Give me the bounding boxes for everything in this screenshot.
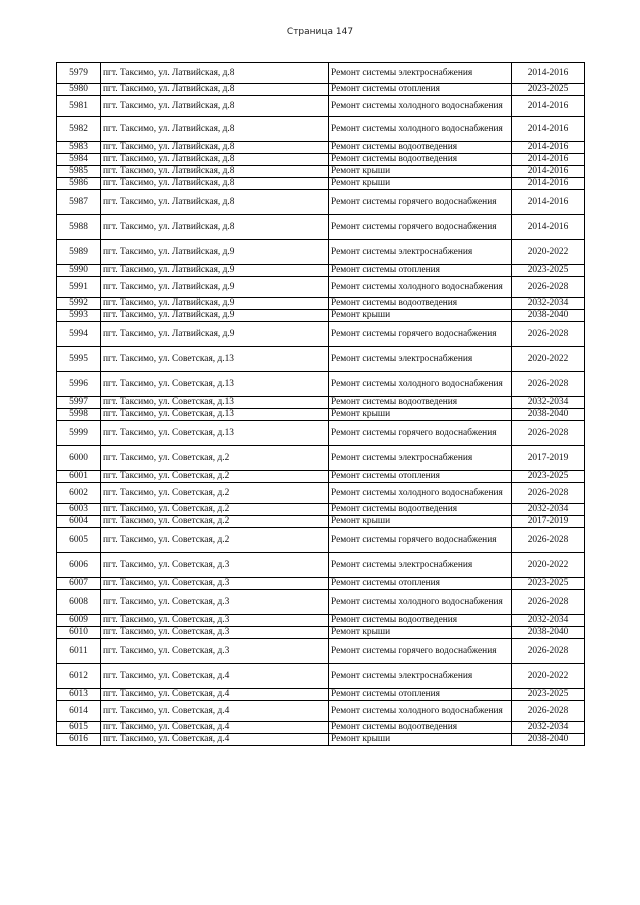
table-row (57, 734, 585, 746)
address-cell: пгт. Таксимо, ул. Латвийская, д.9 (101, 240, 329, 265)
row-number: 5980 (57, 84, 101, 96)
address-cell: пгт. Таксимо, ул. Латвийская, д.9 (101, 298, 329, 310)
address-cell: пгт. Таксимо, ул. Латвийская, д.8 (101, 63, 329, 84)
period-cell: 2026-2028 (512, 590, 585, 615)
address-cell: пгт. Таксимо, ул. Советская, д.3 (101, 627, 329, 639)
row-number: 5989 (57, 240, 101, 265)
table-row (57, 689, 585, 701)
address-cell: пгт. Таксимо, ул. Советская, д.13 (101, 397, 329, 409)
address-cell: пгт. Таксимо, ул. Советская, д.13 (101, 421, 329, 446)
address-cell: пгт. Таксимо, ул. Латвийская, д.9 (101, 277, 329, 298)
row-number: 5987 (57, 190, 101, 215)
table-row (57, 96, 585, 117)
row-number: 6012 (57, 664, 101, 689)
work-type-cell: Ремонт системы отопления (329, 265, 512, 277)
row-number: 5995 (57, 347, 101, 372)
row-number: 5983 (57, 142, 101, 154)
address-cell: пгт. Таксимо, ул. Советская, д.3 (101, 590, 329, 615)
period-cell: 2014-2016 (512, 166, 585, 178)
work-type-cell: Ремонт системы отопления (329, 84, 512, 96)
work-type-cell: Ремонт системы холодного водоснабжения (329, 96, 512, 117)
table-row (57, 154, 585, 166)
address-cell: пгт. Таксимо, ул. Советская, д.13 (101, 409, 329, 421)
work-type-cell: Ремонт системы холодного водоснабжения (329, 590, 512, 615)
period-cell: 2032-2034 (512, 298, 585, 310)
period-cell: 2032-2034 (512, 615, 585, 627)
row-number: 6016 (57, 734, 101, 746)
table-row (57, 178, 585, 190)
period-cell: 2026-2028 (512, 528, 585, 553)
table-row (57, 142, 585, 154)
address-cell: пгт. Таксимо, ул. Латвийская, д.8 (101, 96, 329, 117)
table-row (57, 615, 585, 627)
row-number: 5984 (57, 154, 101, 166)
period-cell: 2017-2019 (512, 516, 585, 528)
work-type-cell: Ремонт системы электроснабжения (329, 553, 512, 578)
row-number: 5991 (57, 277, 101, 298)
address-cell: пгт. Таксимо, ул. Советская, д.3 (101, 639, 329, 664)
period-cell: 2014-2016 (512, 117, 585, 142)
work-type-cell: Ремонт системы отопления (329, 471, 512, 483)
repair-schedule-table (56, 62, 585, 746)
address-cell: пгт. Таксимо, ул. Советская, д.2 (101, 446, 329, 471)
row-number: 6004 (57, 516, 101, 528)
work-type-cell: Ремонт системы водоотведения (329, 722, 512, 734)
work-type-cell: Ремонт системы электроснабжения (329, 664, 512, 689)
period-cell: 2032-2034 (512, 397, 585, 409)
period-cell: 2032-2034 (512, 504, 585, 516)
table-row (57, 553, 585, 578)
table-row (57, 215, 585, 240)
table-row (57, 504, 585, 516)
address-cell: пгт. Таксимо, ул. Советская, д.2 (101, 483, 329, 504)
table-row (57, 117, 585, 142)
period-cell: 2023-2025 (512, 689, 585, 701)
period-cell: 2026-2028 (512, 701, 585, 722)
table-row (57, 590, 585, 615)
work-type-cell: Ремонт системы электроснабжения (329, 63, 512, 84)
table-row (57, 265, 585, 277)
period-cell: 2023-2025 (512, 265, 585, 277)
row-number: 6010 (57, 627, 101, 639)
work-type-cell: Ремонт системы электроснабжения (329, 240, 512, 265)
work-type-cell: Ремонт системы водоотведения (329, 154, 512, 166)
address-cell: пгт. Таксимо, ул. Советская, д.3 (101, 578, 329, 590)
work-type-cell: Ремонт системы отопления (329, 578, 512, 590)
work-type-cell: Ремонт системы водоотведения (329, 397, 512, 409)
period-cell: 2023-2025 (512, 84, 585, 96)
address-cell: пгт. Таксимо, ул. Советская, д.4 (101, 701, 329, 722)
work-type-cell: Ремонт системы горячего водоснабжения (329, 322, 512, 347)
row-number: 6009 (57, 615, 101, 627)
period-cell: 2038-2040 (512, 627, 585, 639)
work-type-cell: Ремонт крыши (329, 310, 512, 322)
row-number: 5992 (57, 298, 101, 310)
period-cell: 2014-2016 (512, 215, 585, 240)
period-cell: 2032-2034 (512, 722, 585, 734)
table-row (57, 190, 585, 215)
address-cell: пгт. Таксимо, ул. Советская, д.4 (101, 689, 329, 701)
period-cell: 2026-2028 (512, 639, 585, 664)
row-number: 5998 (57, 409, 101, 421)
table-row (57, 347, 585, 372)
work-type-cell: Ремонт системы холодного водоснабжения (329, 117, 512, 142)
address-cell: пгт. Таксимо, ул. Латвийская, д.8 (101, 190, 329, 215)
address-cell: пгт. Таксимо, ул. Латвийская, д.9 (101, 322, 329, 347)
work-type-cell: Ремонт системы электроснабжения (329, 446, 512, 471)
table-body (57, 63, 585, 746)
period-cell: 2038-2040 (512, 409, 585, 421)
work-type-cell: Ремонт системы горячего водоснабжения (329, 215, 512, 240)
table-row (57, 578, 585, 590)
table-row (57, 409, 585, 421)
period-cell: 2026-2028 (512, 483, 585, 504)
row-number: 5999 (57, 421, 101, 446)
row-number: 5994 (57, 322, 101, 347)
table-row (57, 627, 585, 639)
table-row (57, 639, 585, 664)
work-type-cell: Ремонт системы горячего водоснабжения (329, 190, 512, 215)
table-row (57, 471, 585, 483)
address-cell: пгт. Таксимо, ул. Советская, д.2 (101, 528, 329, 553)
address-cell: пгт. Таксимо, ул. Латвийская, д.9 (101, 310, 329, 322)
address-cell: пгт. Таксимо, ул. Советская, д.2 (101, 516, 329, 528)
period-cell: 2026-2028 (512, 322, 585, 347)
work-type-cell: Ремонт крыши (329, 516, 512, 528)
address-cell: пгт. Таксимо, ул. Латвийская, д.8 (101, 84, 329, 96)
work-type-cell: Ремонт системы холодного водоснабжения (329, 701, 512, 722)
address-cell: пгт. Таксимо, ул. Латвийская, д.9 (101, 265, 329, 277)
row-number: 6006 (57, 553, 101, 578)
work-type-cell: Ремонт системы водоотведения (329, 298, 512, 310)
work-type-cell: Ремонт системы водоотведения (329, 504, 512, 516)
address-cell: пгт. Таксимо, ул. Советская, д.3 (101, 615, 329, 627)
table-row (57, 322, 585, 347)
row-number: 6001 (57, 471, 101, 483)
table-row (57, 240, 585, 265)
row-number: 6011 (57, 639, 101, 664)
work-type-cell: Ремонт системы холодного водоснабжения (329, 277, 512, 298)
row-number: 5988 (57, 215, 101, 240)
row-number: 5979 (57, 63, 101, 84)
work-type-cell: Ремонт крыши (329, 734, 512, 746)
work-type-cell: Ремонт системы водоотведения (329, 142, 512, 154)
period-cell: 2026-2028 (512, 277, 585, 298)
work-type-cell: Ремонт системы горячего водоснабжения (329, 421, 512, 446)
table-row (57, 372, 585, 397)
period-cell: 2014-2016 (512, 142, 585, 154)
period-cell: 2014-2016 (512, 190, 585, 215)
address-cell: пгт. Таксимо, ул. Советская, д.3 (101, 553, 329, 578)
period-cell: 2038-2040 (512, 310, 585, 322)
period-cell: 2020-2022 (512, 347, 585, 372)
address-cell: пгт. Таксимо, ул. Латвийская, д.8 (101, 215, 329, 240)
period-cell: 2020-2022 (512, 553, 585, 578)
period-cell: 2026-2028 (512, 372, 585, 397)
table-row (57, 421, 585, 446)
work-type-cell: Ремонт системы холодного водоснабжения (329, 483, 512, 504)
address-cell: пгт. Таксимо, ул. Советская, д.2 (101, 471, 329, 483)
row-number: 5996 (57, 372, 101, 397)
work-type-cell: Ремонт системы отопления (329, 689, 512, 701)
address-cell: пгт. Таксимо, ул. Советская, д.13 (101, 347, 329, 372)
row-number: 5982 (57, 117, 101, 142)
work-type-cell: Ремонт крыши (329, 178, 512, 190)
row-number: 6007 (57, 578, 101, 590)
table-row (57, 722, 585, 734)
row-number: 6015 (57, 722, 101, 734)
table-row (57, 310, 585, 322)
work-type-cell: Ремонт системы электроснабжения (329, 347, 512, 372)
period-cell: 2014-2016 (512, 96, 585, 117)
row-number: 5986 (57, 178, 101, 190)
period-cell: 2017-2019 (512, 446, 585, 471)
address-cell: пгт. Таксимо, ул. Латвийская, д.8 (101, 178, 329, 190)
row-number: 6008 (57, 590, 101, 615)
address-cell: пгт. Таксимо, ул. Советская, д.4 (101, 722, 329, 734)
table-row (57, 528, 585, 553)
address-cell: пгт. Таксимо, ул. Советская, д.2 (101, 504, 329, 516)
work-type-cell: Ремонт системы горячего водоснабжения (329, 528, 512, 553)
row-number: 6014 (57, 701, 101, 722)
address-cell: пгт. Таксимо, ул. Советская, д.13 (101, 372, 329, 397)
work-type-cell: Ремонт крыши (329, 409, 512, 421)
row-number: 5990 (57, 265, 101, 277)
row-number: 6002 (57, 483, 101, 504)
address-cell: пгт. Таксимо, ул. Советская, д.4 (101, 664, 329, 689)
table-row (57, 298, 585, 310)
page-header: Страница 147 (286, 27, 354, 37)
period-cell: 2023-2025 (512, 471, 585, 483)
work-type-cell: Ремонт крыши (329, 166, 512, 178)
table-row (57, 516, 585, 528)
row-number: 5981 (57, 96, 101, 117)
table-row (57, 664, 585, 689)
period-cell: 2023-2025 (512, 578, 585, 590)
table-row (57, 166, 585, 178)
address-cell: пгт. Таксимо, ул. Советская, д.4 (101, 734, 329, 746)
table-row (57, 397, 585, 409)
table-row (57, 446, 585, 471)
table-row (57, 84, 585, 96)
row-number: 5993 (57, 310, 101, 322)
table-row (57, 63, 585, 84)
period-cell: 2014-2016 (512, 178, 585, 190)
address-cell: пгт. Таксимо, ул. Латвийская, д.8 (101, 142, 329, 154)
table-row (57, 483, 585, 504)
work-type-cell: Ремонт крыши (329, 627, 512, 639)
period-cell: 2020-2022 (512, 240, 585, 265)
work-type-cell: Ремонт системы горячего водоснабжения (329, 639, 512, 664)
address-cell: пгт. Таксимо, ул. Латвийская, д.8 (101, 117, 329, 142)
row-number: 5997 (57, 397, 101, 409)
table-row (57, 701, 585, 722)
period-cell: 2020-2022 (512, 664, 585, 689)
row-number: 6000 (57, 446, 101, 471)
period-cell: 2014-2016 (512, 63, 585, 84)
row-number: 6005 (57, 528, 101, 553)
address-cell: пгт. Таксимо, ул. Латвийская, д.8 (101, 154, 329, 166)
work-type-cell: Ремонт системы водоотведения (329, 615, 512, 627)
row-number: 6003 (57, 504, 101, 516)
work-type-cell: Ремонт системы холодного водоснабжения (329, 372, 512, 397)
row-number: 5985 (57, 166, 101, 178)
period-cell: 2026-2028 (512, 421, 585, 446)
period-cell: 2038-2040 (512, 734, 585, 746)
address-cell: пгт. Таксимо, ул. Латвийская, д.8 (101, 166, 329, 178)
row-number: 6013 (57, 689, 101, 701)
period-cell: 2014-2016 (512, 154, 585, 166)
table-row (57, 277, 585, 298)
